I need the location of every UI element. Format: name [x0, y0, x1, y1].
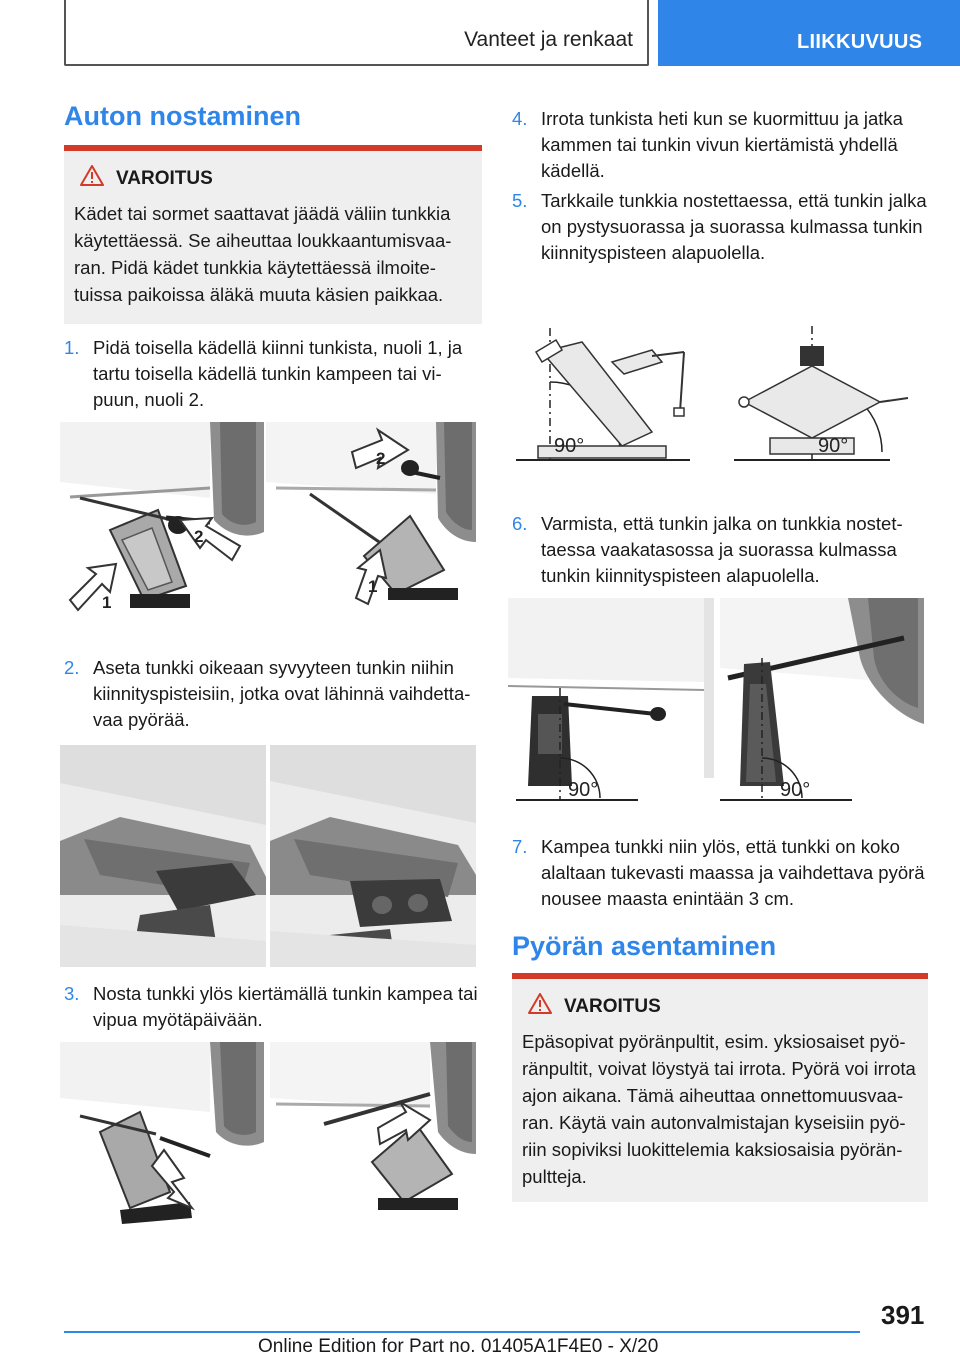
step-number: 2. [64, 657, 80, 678]
arrow-label: 2 [194, 527, 204, 546]
figure-jack-mounting-point [60, 745, 476, 967]
section-heading: Pyörän asentaminen [512, 931, 777, 961]
header-section-title: Vanteet ja renkaat [464, 28, 633, 51]
header-section-box [64, 0, 649, 66]
step-number: 5. [512, 190, 528, 211]
step-text: Aseta tunkki oikeaan syvyyteen tunkin niihin kiinnityspisteisiin, jotka ovat lähinnä vaihdetta-vaa pyörää. [93, 657, 471, 730]
angle-label: 90° [780, 779, 811, 801]
warning-title: VAROITUS [116, 167, 213, 189]
step-1 [64, 335, 482, 413]
step-4 [512, 106, 928, 184]
figure-jack-grip [60, 422, 476, 618]
step-2 [64, 655, 482, 733]
step-text: Pidä toisella kädellä kiinni tunkista, nuoli 1, ja tartu toisella kädellä tunkin kampeen tai vi-puun, nuoli 2. [93, 337, 463, 410]
angle-label: 90° [554, 435, 585, 457]
step-7 [512, 834, 928, 912]
header-chapter-title: LIIKKUVUUS [797, 31, 923, 53]
page-heading: Auton nostaminen [64, 101, 301, 131]
warning-text: Epäsopivat pyöränpultit, esim. yksiosaiset pyö-ränpultit, voivat löystyä tai irrota. Pyörä voi irrota ajon aikana. Tämä aiheuttaa onnettomuusvaa-ran. Käytä vain autonvalmistajan kyseisiin pyö-riin sopiviksi luokittelemia kaksiosaisia pyörän-pultteja. [522, 1031, 916, 1187]
arrow-label: 1 [102, 593, 112, 612]
step-text: Irrota tunkista heti kun se kuormittuu ja jatka kammen tai tunkin vivun kiertämistä yhdellä kädellä. [541, 108, 903, 181]
figure-jack-angle-diagram [512, 322, 928, 466]
warning-title: VAROITUS [564, 995, 661, 1017]
step-number: 4. [512, 108, 528, 129]
header-chapter-tab[interactable] [658, 0, 960, 66]
figure-jack-placed-angle [508, 598, 924, 806]
figure-jack-crank [60, 1042, 476, 1224]
step-text: Nosta tunkki ylös kiertämällä tunkin kampea tai vipua myötäpäivään. [93, 983, 478, 1030]
warning-box-wheel-bolts [512, 979, 928, 1202]
arrow-label: 1 [368, 577, 378, 596]
footer-rule [64, 1331, 860, 1333]
warning-icon [528, 993, 552, 1020]
warning-text: Kädet tai sormet saattavat jäädä väliin tunkkia käytettäessä. Se aiheuttaa loukkaantumisvaa-ran. Pidä kädet tunkkia käytettäessä ilmoite-tuissa paikoissa äläkä muuta käsien paikkaa. [74, 203, 452, 305]
step-text: Kampea tunkki niin ylös, että tunkki on koko alaltaan tukevasti maassa ja vaihdettava pyörä nousee maasta enintään 3 cm. [541, 836, 925, 909]
arrow-label: 2 [376, 449, 386, 468]
step-5 [512, 188, 928, 266]
step-number: 6. [512, 513, 528, 534]
angle-label: 90° [818, 435, 849, 457]
step-text: Varmista, että tunkin jalka on tunkkia nostet-taessa vaakatasossa ja suorassa kulmassa tunkin kiinnityspisteen alapuolella. [541, 513, 903, 586]
step-number: 1. [64, 337, 80, 358]
warning-box [64, 151, 482, 324]
page-number: 391 [881, 1300, 925, 1330]
warning-icon [80, 165, 104, 192]
step-text: Tarkkaile tunkkia nostettaessa, että tunkin jalka on pystysuorassa ja suorassa kulmassa tunkin kiinnityspisteen alapuolella. [541, 190, 927, 263]
step-number: 7. [512, 836, 528, 857]
step-number: 3. [64, 983, 80, 1004]
step-6 [512, 511, 928, 589]
footer-edition: Online Edition for Part no. 01405A1F4E0 - X/20 [258, 1336, 659, 1357]
step-3 [64, 981, 482, 1033]
angle-label: 90° [568, 779, 599, 801]
